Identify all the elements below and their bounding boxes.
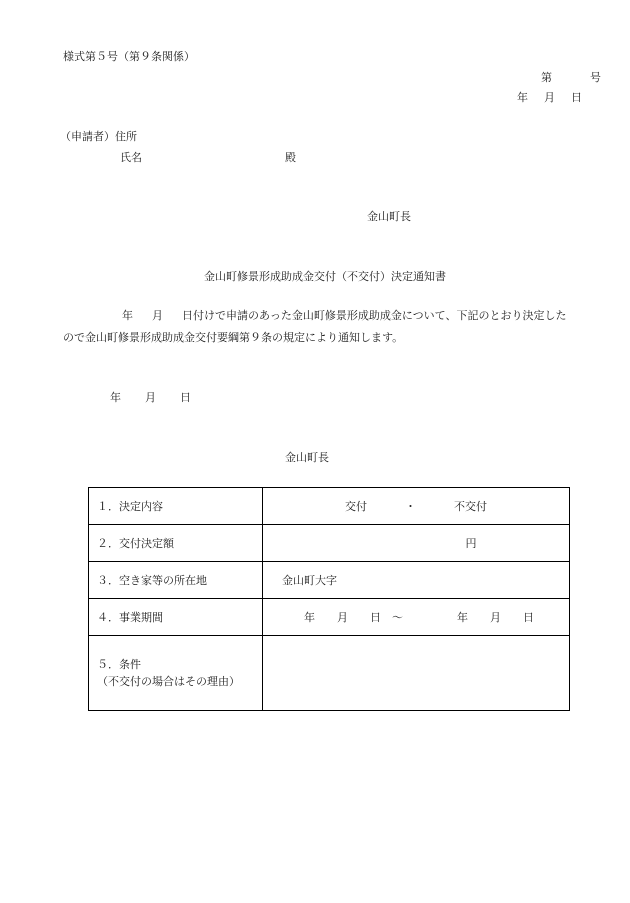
conditions-label-cell (89, 636, 263, 711)
period-end-year: 年 (457, 610, 468, 624)
applicant-honorific: 殿 (285, 151, 296, 164)
table-row-amount (89, 525, 570, 562)
issuer-top: 金山町長 (367, 210, 411, 223)
period-start-year: 年 (304, 610, 315, 624)
table-row-decision (89, 488, 570, 525)
period-end-month: 月 (490, 610, 501, 624)
issuer-bottom: 金山町長 (285, 451, 329, 464)
period-tilde: ～ (392, 610, 403, 624)
date-header-day: 日 (571, 91, 582, 104)
decision-option-grant: 交付 (345, 499, 367, 513)
table-row-conditions (89, 636, 570, 711)
body-month: 月 (152, 309, 163, 322)
period-end-day: 日 (523, 610, 534, 624)
conditions-label: ５．条件 (97, 657, 141, 671)
body-line-1 (122, 310, 566, 321)
body-year: 年 (122, 309, 133, 322)
decision-separator: ・ (405, 499, 416, 513)
period-label: ４．事業期間 (89, 599, 263, 636)
date-lower (110, 392, 191, 403)
document-number (541, 72, 601, 83)
date-lower-year: 年 (110, 391, 121, 404)
applicant-address-label: （申請者）住所 (60, 130, 137, 143)
body-line-1-text: 日付けで申請のあった金山町修景形成助成金について、下記のとおり決定した (182, 309, 567, 322)
date-header (517, 92, 582, 103)
date-header-year: 年 (517, 91, 528, 104)
doc-number-prefix: 第 (541, 71, 552, 84)
amount-value (263, 525, 570, 562)
conditions-sublabel: （不交付の場合はその理由） (97, 675, 240, 688)
amount-unit: 円 (465, 536, 477, 550)
page-title: 金山町修景形成助成金交付（不交付）決定通知書 (204, 270, 446, 283)
form-number: 様式第５号（第９条関係） (63, 50, 195, 63)
period-value (263, 599, 570, 636)
table-row-location (89, 562, 570, 599)
doc-number-suffix: 号 (590, 71, 601, 84)
applicant-name-label: 氏名 (120, 151, 142, 164)
date-lower-day: 日 (180, 391, 191, 404)
date-header-month: 月 (544, 91, 555, 104)
decision-value (263, 488, 570, 525)
decision-table (88, 487, 570, 711)
body-line-2: ので金山町修景形成助成金交付要綱第９条の規定により通知します。 (63, 331, 404, 344)
decision-label: １．決定内容 (89, 488, 263, 525)
location-label: ３．空き家等の所在地 (89, 562, 263, 599)
table-row-period (89, 599, 570, 636)
period-start-day: 日 (370, 610, 381, 624)
decision-option-nongrant: 不交付 (454, 499, 487, 513)
conditions-value (263, 636, 570, 711)
date-lower-month: 月 (145, 391, 156, 404)
location-value: 金山町大字 (263, 562, 570, 599)
period-start-month: 月 (337, 610, 348, 624)
amount-label: ２．交付決定額 (89, 525, 263, 562)
